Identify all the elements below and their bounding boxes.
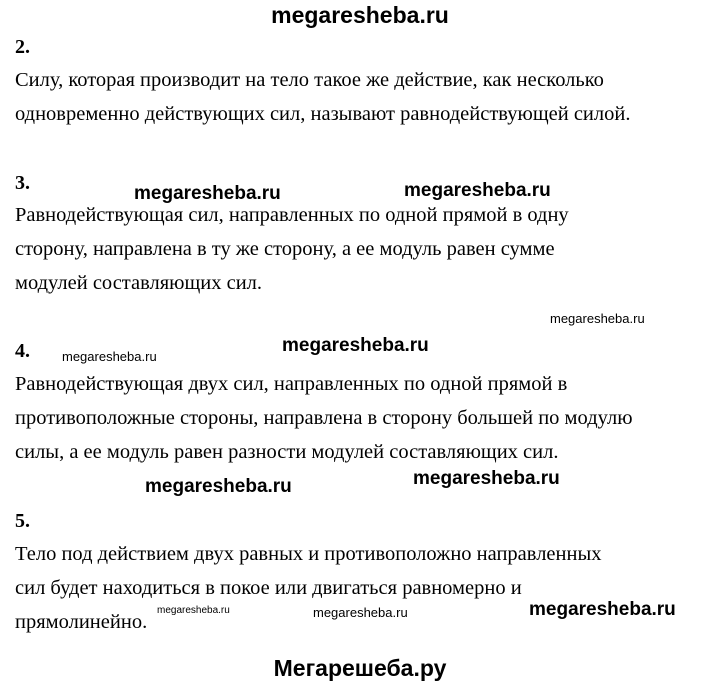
watermark: megaresheba.ru	[413, 468, 560, 489]
text-line: силы, а ее модуль равен разности модулей составляющих сил.	[15, 441, 559, 463]
text-line: противоположные стороны, направлена в сторону большей по модулю	[15, 407, 633, 429]
watermark: megaresheba.ru	[529, 599, 676, 620]
section-text	[15, 63, 630, 131]
watermark: megaresheba.ru	[282, 335, 429, 356]
section-number: 3.	[15, 172, 30, 194]
text-line: сторону, направлена в ту же сторону, а ее модуль равен сумме	[15, 238, 555, 260]
section-text	[15, 367, 633, 469]
section-number: 2.	[15, 36, 30, 58]
text-line: модулей составляющих сил.	[15, 272, 263, 294]
section-number: 5.	[15, 510, 30, 532]
watermark: megaresheba.ru	[62, 349, 157, 364]
text-line: Равнодействующая двух сил, направленных по одной прямой в	[15, 373, 568, 395]
section-number: 4.	[15, 340, 30, 362]
text-line: прямолинейно.	[15, 611, 148, 633]
watermark: megaresheba.ru	[313, 605, 408, 620]
site-footer: Мегарешеба.ру	[273, 655, 447, 681]
text-line: Силу, которая производит на тело такое же действие, как несколько	[15, 69, 604, 91]
watermark: megaresheba.ru	[134, 183, 281, 204]
section-text	[15, 198, 569, 300]
watermark: megaresheba.ru	[145, 476, 292, 497]
site-header: megaresheba.ru	[271, 2, 449, 28]
text-line: Равнодействующая сил, направленных по одной прямой в одну	[15, 204, 569, 226]
text-line: Тело под действием двух равных и противоположно направленных	[15, 543, 602, 565]
watermark: megaresheba.ru	[404, 180, 551, 201]
text-line: сил будет находиться в покое или двигаться равномерно и	[15, 577, 522, 599]
watermark: megaresheba.ru	[550, 311, 645, 326]
section-text	[15, 537, 601, 639]
text-line: одновременно действующих сил, называют равнодействующей силой.	[15, 103, 631, 125]
watermark: megaresheba.ru	[157, 605, 230, 616]
